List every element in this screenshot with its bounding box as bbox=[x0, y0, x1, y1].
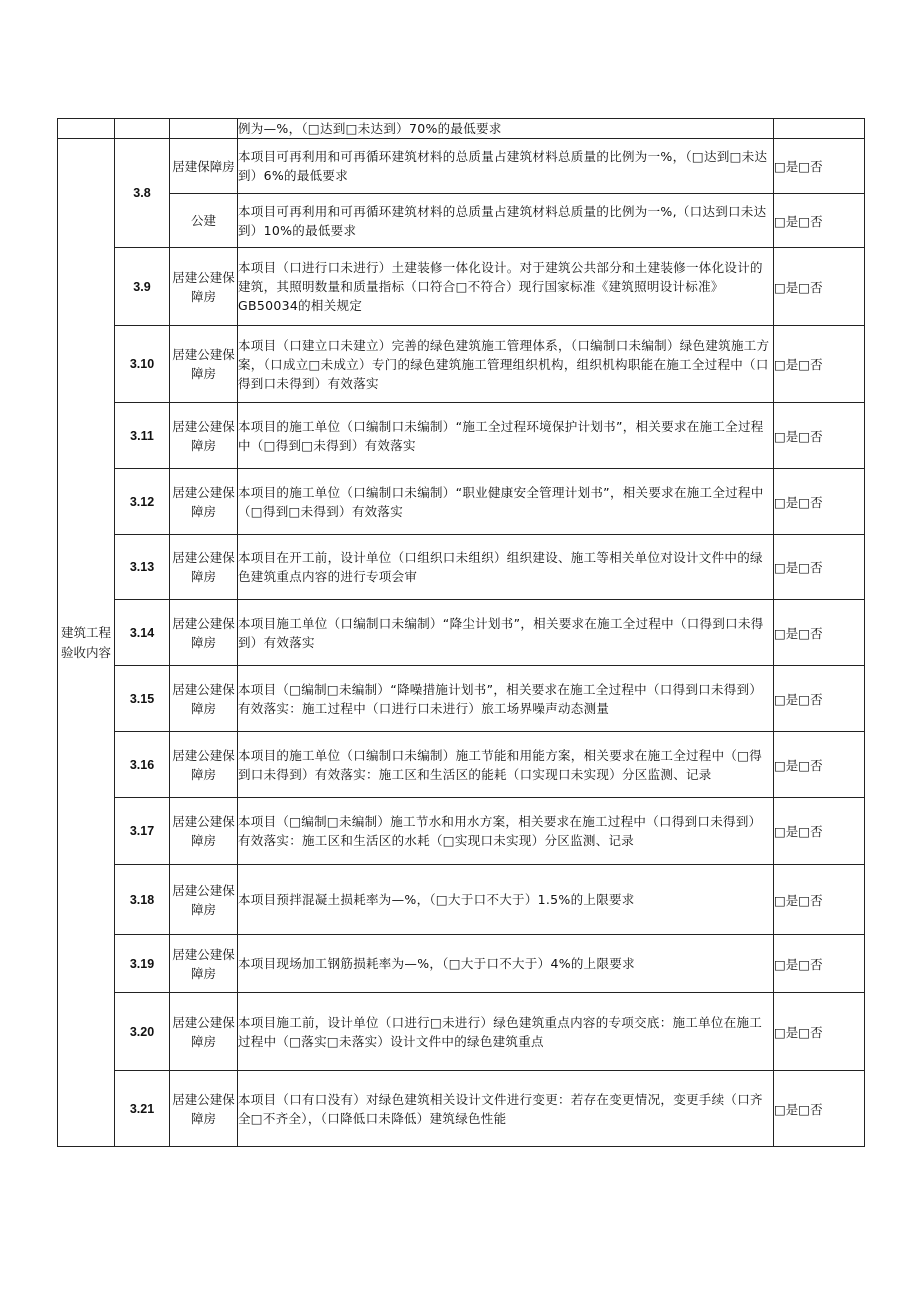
table-row bbox=[58, 194, 865, 248]
result-checkbox[interactable]: □是□否 bbox=[774, 469, 865, 535]
empty-cell bbox=[774, 119, 865, 139]
item-content: 本项目的施工单位（口编制口未编制）“施工全过程环境保护计划书”，相关要求在施工全过程中（□得到□未得到）有效落实 bbox=[238, 403, 774, 469]
result-checkbox[interactable]: □是□否 bbox=[774, 798, 865, 865]
table-row bbox=[58, 666, 865, 732]
category-label: 建筑工程验收内容 bbox=[58, 139, 115, 1147]
building-type: 居建公建保障房 bbox=[170, 993, 238, 1071]
table-row bbox=[58, 935, 865, 993]
item-number: 3.10 bbox=[115, 326, 170, 403]
result-checkbox[interactable]: □是□否 bbox=[774, 139, 865, 194]
item-number: 3.14 bbox=[115, 600, 170, 666]
inspection-table bbox=[57, 118, 865, 1147]
table-row bbox=[58, 469, 865, 535]
item-number: 3.11 bbox=[115, 403, 170, 469]
table-row bbox=[58, 326, 865, 403]
building-type: 居建公建保障房 bbox=[170, 535, 238, 600]
item-content: 本项目可再利用和可再循环建筑材料的总质量占建筑材料总质量的比例为一%，（□达到□未达到）6%的最低要求 bbox=[238, 139, 774, 194]
building-type: 公建 bbox=[170, 194, 238, 248]
result-checkbox[interactable]: □是□否 bbox=[774, 1071, 865, 1147]
item-content: 本项目（口有口没有）对绿色建筑相关设计文件进行变更：若存在变更情况，变更手续（口齐全□不齐全），（口降低口未降低）建筑绿色性能 bbox=[238, 1071, 774, 1147]
item-number: 3.9 bbox=[115, 248, 170, 326]
table-row bbox=[58, 535, 865, 600]
table-row bbox=[58, 865, 865, 935]
item-content: 本项目（□编制□未编制）“降噪措施计划书”，相关要求在施工全过程中（口得到口未得到）有效落实：施工过程中（口进行口未进行）旅工场界噪声动态测量 bbox=[238, 666, 774, 732]
table-row bbox=[58, 119, 865, 139]
result-checkbox[interactable]: □是□否 bbox=[774, 326, 865, 403]
result-checkbox[interactable]: □是□否 bbox=[774, 403, 865, 469]
table-row bbox=[58, 993, 865, 1071]
table-row bbox=[58, 403, 865, 469]
item-content: 本项目（口建立口未建立）完善的绿色建筑施工管理体系，（口编制口未编制）绿色建筑施工方案，（口成立□未成立）专门的绿色建筑施工管理组织机构，组织机构职能在施工全过程中（口得到口未得到）有效落实 bbox=[238, 326, 774, 403]
result-checkbox[interactable]: □是□否 bbox=[774, 248, 865, 326]
item-number: 3.15 bbox=[115, 666, 170, 732]
table-row bbox=[58, 600, 865, 666]
item-content: 本项目的施工单位（口编制口未编制）施工节能和用能方案，相关要求在施工全过程中（□得到口未得到）有效落实：施工区和生活区的能耗（口实现口未实现）分区监测、记录 bbox=[238, 732, 774, 798]
item-number: 3.8 bbox=[115, 139, 170, 248]
result-checkbox[interactable]: □是□否 bbox=[774, 600, 865, 666]
result-checkbox[interactable]: □是□否 bbox=[774, 993, 865, 1071]
item-content: 本项目施工前，设计单位（口进行□未进行）绿色建筑重点内容的专项交底：施工单位在施工过程中（□落实□未落实）设计文件中的绿色建筑重点 bbox=[238, 993, 774, 1071]
table-row bbox=[58, 798, 865, 865]
table-row bbox=[58, 732, 865, 798]
building-type: 居建公建保障房 bbox=[170, 666, 238, 732]
item-content: 本项目（□编制□未编制）施工节水和用水方案，相关要求在施工过程中（口得到口未得到）有效落实：施工区和生活区的水耗（□实现口未实现）分区监测、记录 bbox=[238, 798, 774, 865]
item-number: 3.18 bbox=[115, 865, 170, 935]
building-type: 居建保障房 bbox=[170, 139, 238, 194]
empty-cell bbox=[115, 119, 170, 139]
item-number: 3.12 bbox=[115, 469, 170, 535]
result-checkbox[interactable]: □是□否 bbox=[774, 666, 865, 732]
empty-cell bbox=[58, 119, 115, 139]
item-number: 3.20 bbox=[115, 993, 170, 1071]
building-type: 居建公建保障房 bbox=[170, 1071, 238, 1147]
result-checkbox[interactable]: □是□否 bbox=[774, 535, 865, 600]
building-type: 居建公建保障房 bbox=[170, 798, 238, 865]
item-content: 本项目的施工单位（口编制口未编制）“职业健康安全管理计划书”，相关要求在施工全过程中（□得到□未得到）有效落实 bbox=[238, 469, 774, 535]
item-number: 3.13 bbox=[115, 535, 170, 600]
item-number: 3.21 bbox=[115, 1071, 170, 1147]
building-type: 居建公建保障房 bbox=[170, 248, 238, 326]
item-content: 本项目（口进行口未进行）土建装修一体化设计。对于建筑公共部分和土建装修一体化设计的建筑，其照明数量和质量指标（口符合□不符合）现行国家标准《建筑照明设计标准》GB50034的相关规定 bbox=[238, 248, 774, 326]
building-type: 居建公建保障房 bbox=[170, 403, 238, 469]
empty-cell bbox=[170, 119, 238, 139]
result-checkbox[interactable]: □是□否 bbox=[774, 732, 865, 798]
item-number: 3.16 bbox=[115, 732, 170, 798]
building-type: 居建公建保障房 bbox=[170, 326, 238, 403]
building-type: 居建公建保障房 bbox=[170, 865, 238, 935]
item-number: 3.17 bbox=[115, 798, 170, 865]
item-content: 本项目预拌混凝土损耗率为—%，（□大于口不大于）1.5%的上限要求 bbox=[238, 865, 774, 935]
item-content: 本项目施工单位（口编制口未编制）“降尘计划书”，相关要求在施工全过程中（口得到口未得到）有效落实 bbox=[238, 600, 774, 666]
building-type: 居建公建保障房 bbox=[170, 732, 238, 798]
table-row bbox=[58, 139, 865, 194]
result-checkbox[interactable]: □是□否 bbox=[774, 865, 865, 935]
table-row bbox=[58, 248, 865, 326]
item-content: 例为—%，（□达到□未达到）70%的最低要求 bbox=[238, 119, 774, 139]
table-row bbox=[58, 1071, 865, 1147]
building-type: 居建公建保障房 bbox=[170, 935, 238, 993]
building-type: 居建公建保障房 bbox=[170, 469, 238, 535]
item-content: 本项目可再利用和可再循环建筑材料的总质量占建筑材料总质量的比例为一%,（口达到口未达到）10%的最低要求 bbox=[238, 194, 774, 248]
item-number: 3.19 bbox=[115, 935, 170, 993]
item-content: 本项目在开工前，设计单位（口组织口未组织）组织建设、施工等相关单位对设计文件中的绿色建筑重点内容的进行专项会审 bbox=[238, 535, 774, 600]
item-content: 本项目现场加工钢筋损耗率为—%，（□大于口不大于）4%的上限要求 bbox=[238, 935, 774, 993]
building-type: 居建公建保障房 bbox=[170, 600, 238, 666]
result-checkbox[interactable]: □是□否 bbox=[774, 194, 865, 248]
result-checkbox[interactable]: □是□否 bbox=[774, 935, 865, 993]
